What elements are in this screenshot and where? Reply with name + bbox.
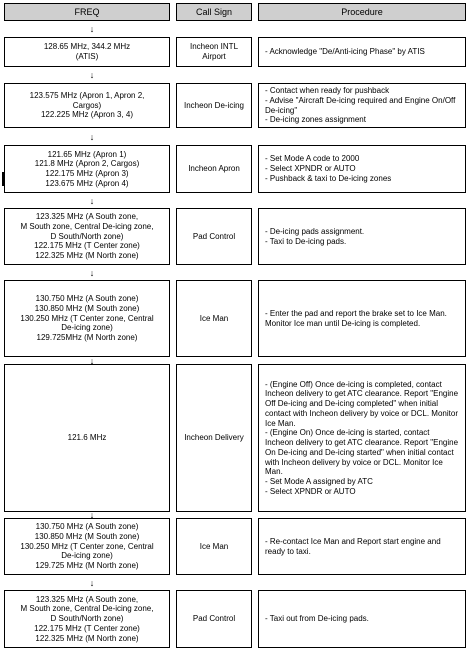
- flow-arrow: ↓: [89, 510, 95, 520]
- callsign-cell: Incheon Delivery: [176, 364, 252, 512]
- procedure-cell: [258, 518, 466, 575]
- flow-arrow: ↓: [89, 24, 95, 34]
- procedure-step: - Enter the pad and report the brake set to Ice Man. Monitor Ice man until De-icing is completed.: [265, 308, 447, 328]
- callsign-cell: Ice Man: [176, 280, 252, 357]
- procedure-cell: [258, 145, 466, 193]
- freq-cell: 123.325 MHz (A South zone, M South zone, Central De-icing zone, D South/North zone) 122.175 MHz (T Center zone) 122.325 MHz (M North zone): [4, 590, 170, 648]
- procedure-cell: [258, 83, 466, 128]
- procedure-step: - Set Mode A assigned by ATC: [265, 477, 373, 486]
- freq-cell: 121.6 MHz: [4, 364, 170, 512]
- freq-cell: 123.325 MHz (A South zone, M South zone, Central De-icing zone, D South/North zone) 122.175 MHz (T Center zone) 122.325 MHz (M North zone): [4, 208, 170, 265]
- freq-cell: 128.65 MHz, 344.2 MHz (ATIS): [4, 37, 170, 67]
- procedure-cell: [258, 590, 466, 648]
- flow-arrow: ↓: [89, 132, 95, 142]
- callsign-cell: Pad Control: [176, 590, 252, 648]
- callsign-cell: Incheon INTL Airport: [176, 37, 252, 67]
- flow-arrow: ↓: [89, 70, 95, 80]
- procedure-cell: [258, 37, 466, 67]
- procedure-step: - Select XPNDR or AUTO: [265, 486, 356, 496]
- procedure-step: - De-icing pads assignment.: [265, 226, 365, 236]
- procedure-step: - Advise "Aircraft De-icing required and Engine On/Off De-icing": [265, 95, 456, 115]
- procedure-step: - (Engine Off) Once de-icing is completed, contact Incheon delivery to get ATC clearance. Report "Engine Off De-icing and De-icing completed" when initial contact with Incheon delivery by voice or DCL. Monitor Ice Man.: [265, 379, 459, 428]
- callsign-cell: Pad Control: [176, 208, 252, 265]
- callsign-cell: Ice Man: [176, 518, 252, 575]
- header-callsign: Call Sign: [176, 3, 252, 21]
- header-freq: FREQ: [4, 3, 170, 21]
- flow-arrow: ↓: [89, 196, 95, 206]
- callsign-cell: Incheon Apron: [176, 145, 252, 193]
- procedure-step: - Pushback & taxi to De-icing zones: [265, 173, 392, 183]
- flow-arrow: ↓: [89, 356, 95, 366]
- freq-cell: 130.750 MHz (A South zone) 130.850 MHz (M South zone) 130.250 MHz (T Center zone, Central De-icing zone) 129.725MHz (M North zone): [4, 280, 170, 357]
- flow-arrow: ↓: [89, 268, 95, 278]
- procedure-step: - (Engine On) Once de-icing is started, contact Incheon delivery to get ATC clearance. Report "Engine On De-icing and De-icing started" when initial contact with Incheon delivery by voice or DCL. Monitor Ice Man.: [265, 428, 459, 477]
- header-procedure: Procedure: [258, 3, 466, 21]
- freq-cell: 130.750 MHz (A South zone) 130.850 MHz (M South zone) 130.250 MHz (T Center zone, Central De-icing zone) 129.725 MHz (M North zone): [4, 518, 170, 575]
- procedure-step: - Taxi out from De-icing pads.: [265, 614, 369, 624]
- procedure-step: - Re-contact Ice Man and Report start engine and ready to taxi.: [265, 536, 441, 556]
- callsign-cell: Incheon De-icing: [176, 83, 252, 128]
- procedure-cell: [258, 364, 466, 512]
- procedure-step: - Select XPNDR or AUTO: [265, 164, 356, 174]
- flow-arrow: ↓: [89, 578, 95, 588]
- procedure-step: - De-icing zones assignment: [265, 115, 366, 125]
- procedure-step: - Set Mode A code to 2000: [265, 154, 360, 164]
- freq-cell: 121.65 MHz (Apron 1) 121.8 MHz (Apron 2, Cargos) 122.175 MHz (Apron 3) 123.675 MHz (Apron 4): [4, 145, 170, 193]
- procedure-cell: [258, 208, 466, 265]
- procedure-cell: [258, 280, 466, 357]
- freq-cell: 123.575 MHz (Apron 1, Apron 2, Cargos) 122.225 MHz (Apron 3, 4): [4, 83, 170, 128]
- procedure-step: - Taxi to De-icing pads.: [265, 236, 347, 246]
- procedure-step: - Acknowledge "De/Anti-icing Phase" by ATIS: [265, 47, 425, 57]
- procedure-step: - Contact when ready for pushback: [265, 86, 390, 95]
